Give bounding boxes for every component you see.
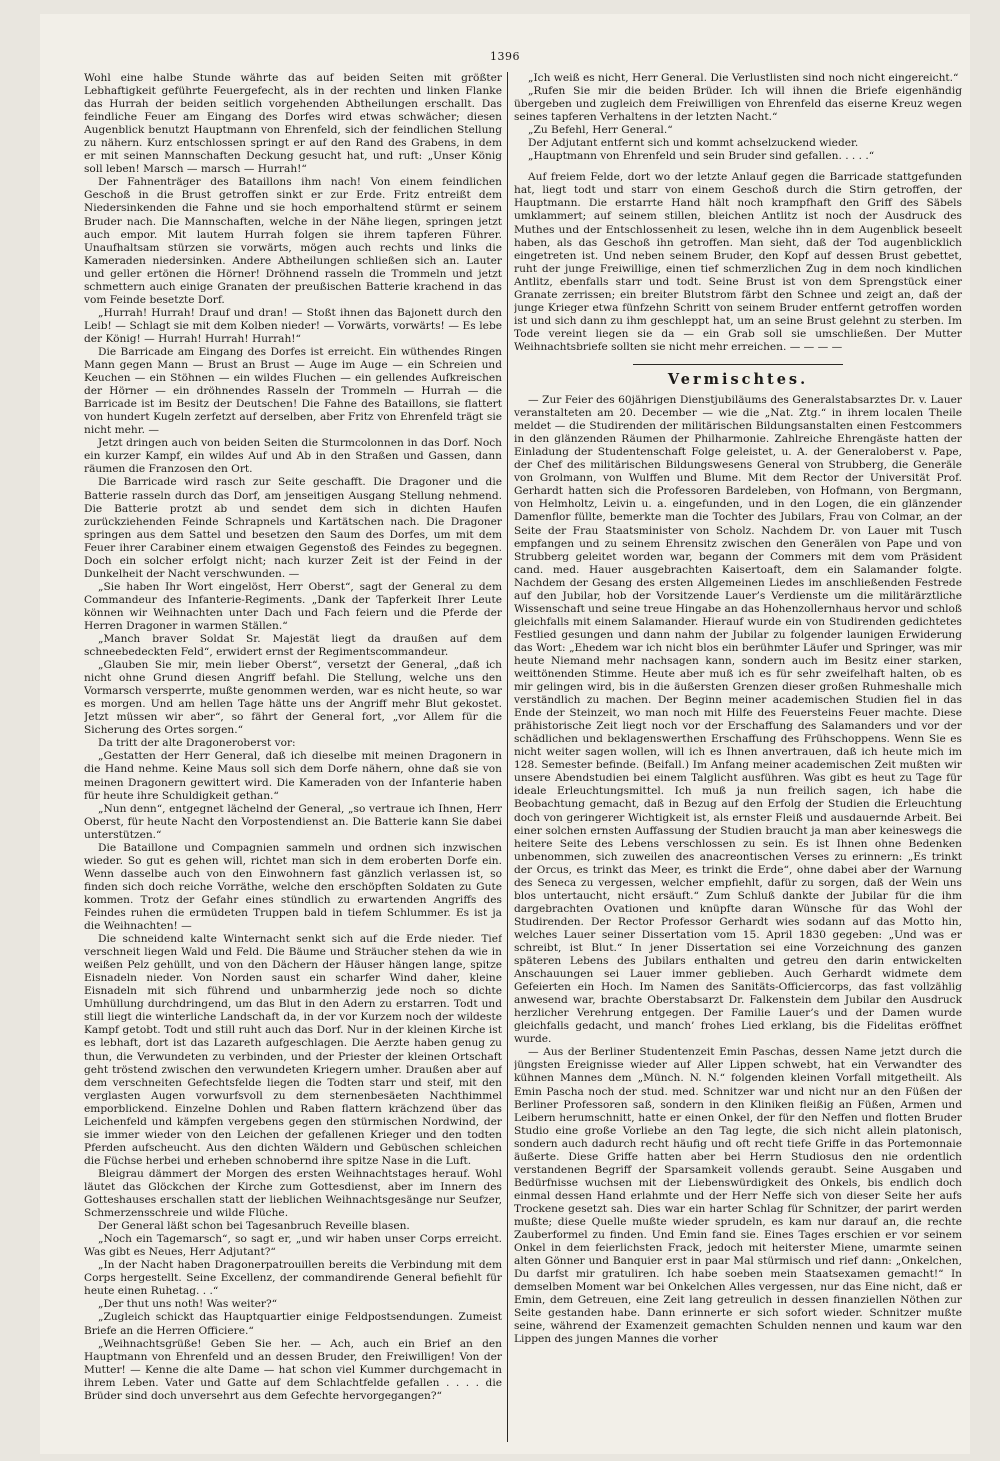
paragraph: „Hauptmann von Ehrenfeld und sein Bruder sind gefallen. . . . .“ [528,150,875,163]
section-rule [633,364,843,365]
paragraph: „Gestatten der Herr General, daß ich dieselbe mit meinen Dragonern in die Hand nehme. Keine Maus soll sich dem Dorfe nähern, ohne daß sie von meinen Dragonern gewittert wird. Die Kameraden von der Infanterie haben für heute ihre Schuldigkeit gethan.“ [84,750,502,802]
paragraph: „Nun denn“, entgegnet lächelnd der General, „so vertraue ich Ihnen, Herr Oberst, für heute Nacht den Vorpostendienst an. Die Batterie kann Sie dabei unterstützen.“ [84,802,502,841]
paragraph: „Zugleich schickt das Hauptquartier einige Feldpostsendungen. Zumeist Briefe an die Herren Officiere.“ [84,1311,502,1337]
paragraph: Die Barricade am Eingang des Dorfes ist erreicht. Ein wüthendes Ringen Mann gegen Mann — Brust an Brust — Auge im Auge — ein Schreien und Keuchen — ein Stöhnen — ein wildes Fluchen — ein gellendes Aufkreischen der Hörner — ein dröhnendes Rasseln der Trommeln — Hurrah — die Barricade ist im Besitz der Deutschen! Die Fahne des Bataillons, sie flattert von hundert Kugeln zerfetzt auf derselben, aber Fritz von Ehrenfeld trägt sie nicht mehr. — [84,345,502,437]
paragraph: „Der thut uns noth! Was weiter?“ [98,1298,278,1311]
paragraph: „Zu Befehl, Herr General.“ [528,124,673,137]
paragraph: „Sie haben Ihr Wort eingelöst, Herr Oberst“, sagt der General zu dem Commandeur des Infanterie-Regiments. „Dank der Tapferkeit Ihrer Leute können wir Weihnachten unter Dach und Fach feiern und die Pferde der Herren Dragoner in warmen Ställen.“ [84,580,502,632]
right-column [514,72,962,1442]
paragraph: Die Bataillone und Compagnien sammeln und ordnen sich inzwischen wieder. So gut es gehen will, richtet man sich in dem eroberten Dorfe ein. Wenn dasselbe auch von den Einwohnern fast gänzlich verlassen ist, so finden sich doch reiche Vorräthe, welche den erschöpften Soldaten zu Gute kommen. Trotz der Gefahr eines stündlich zu erwartenden Angriffs des Feindes ruhen die ermüdeten Truppen bald in tiefem Schlummer. Es ist ja die Weihnachten! — [84,841,502,933]
paragraph: Jetzt dringen auch von beiden Seiten die Sturmcolonnen in das Dorf. Noch ein kurzer Kampf, ein wildes Auf und Ab in den Straßen und Gassen, dann räumen die Franzosen den Ort. [84,437,502,476]
paragraph: Auf freiem Felde, dort wo der letzte Anlauf gegen die Barricade stattgefunden hat, liegt todt und starr von einem Geschoß durch die Stirn getroffen, der Hauptmann. Die erstarrte Hand hält noch krampfhaft den Griff des Säbels umklammert; auf seinem stillen, bleichen Antlitz ist noch der Ausdruck des Muthes und der Entschlossenheit zu lesen, welche ihn in dem Augenblick beseelt haben, als das Geschoß ihn getroffen. Man sieht, daß der Tod augenblicklich eingetreten ist. Und neben seinem Bruder, den Kopf auf dessen Brust gebettet, ruht der junge Freiwillige, einen tief schmerzlichen Zug in dem noch kindlichen Antlitz, ebenfalls starr und todt. Seine Brust ist von dem Sprengstück einer Granate zerrissen; ein breiter Blutstrom färbt den Schnee und zeigt an, daß der junge Krieger etwa fünfzehn Schritt von seinem Bruder entfernt getroffen worden ist und sich dann zu ihm geschleppt hat, um an seine Brust gelehnt zu sterben. Im Tode vereint liegen sie da — ein Grab soll sie umschließen. Der Mutter Weihnachtsbriefe sollten sie nicht mehr erreichen. — — — — [514,171,962,353]
paragraph: „Noch ein Tagemarsch“, so sagt er, „und wir haben unser Corps erreicht. Was gibt es Neues, Herr Adjutant?“ [84,1233,502,1259]
paragraph: „Glauben Sie mir, mein lieber Oberst“, versetzt der General, „daß ich nicht ohne Grund diesen Angriff befahl. Die Stellung, welche uns den Vormarsch versperrte, mußte genommen werden, war es nicht heute, so war es morgen. Und am hellen Tage hätte uns der Angriff mehr Blut gekostet. Jetzt müssen wir aber“, so fährt der General fort, „vor Allem für die Sicherung des Ortes sorgen.“ [84,659,502,737]
news-item: — Zur Feier des 60jährigen Dienstjubiläums des Generalstabsarztes Dr. v. Lauer veranstalteten am 20. December — wie die „Nat. Ztg.“ in ihrem localen Theile meldet — die Studirenden der militärischen Bildungsanstalten einen Festcommers in den glänzenden Räumen der Philharmonie. Zahlreiche Ehrengäste hatten der Einladung der Studentenschaft Folge geleistet, u. A. der Generaloberst v. Pape, der Chef des militärischen Bildungswesens General von Strubberg, die Generäle von Grolmann, von Wulffen und Blume. Mit dem Rector der Universität Prof. Gerhardt hatten sich die Professoren Bardeleben, von Hofmann, von Bergmann, von Helmholtz, Leivin u. a. eingefunden, und in den Logen, die ein glänzender Damenflor füllte, bemerkte man die Tochter des Jubilars, Frau von Colmar, an der Seite der Frau Staatsminister von Scholz. Nachdem Dr. von Lauer mit Tusch empfangen und zu seinem Ehrensitz zwischen den Generälen von Pape und von Strubberg geleitet worden war, begann der Commers mit dem vom Präsident cand. med. Hauer ausgebrachten Kaisertoaft, dem ein Salamander folgte. Nachdem der Gesang des ersten Allgemeinen Liedes im anschließenden Festrede auf den Jubilar, hob der Vorsitzende Lauer’s Verdienste um die militärärztliche Wissenschaft und seine treue Hingabe an das Hohenzollernhaus hervor und schloß gleichfalls mit einem Salamander. Hierauf wurde ein von Studirenden gedichtetes Festlied gesungen und dann nahm der Jubilar zu folgender launigen Erwiderung das Wort: „Ehedem war ich nicht blos ein berühmter Läufer und Springer, was mir heute Niemand mehr nachsagen kann, sondern auch im Besitz einer starken, weittönenden Stimme. Heute aber muß ich es für sehr zweifelhaft halten, ob es mir gelingen wird, bis in die äußersten Grenzen dieser großen Ruhmeshalle mich verständlich zu machen. Der Beginn meiner academischen Studien fiel in das Ende der Steinzeit, wo man noch mit Hilfe des Feuersteins Feuer machte. Diese prähistorische Zeit liegt noch vor der Erschaffung des Salamanders und vor der schädlichen und beklagenswerthen Erschaffung des Frühschoppens. Wenn Sie es nicht weiter sagen wollen, will ich es Ihnen anvertrauen, daß ich heute mich im 128. Semester befinde. (Beifall.) Im Anfang meiner academischen Zeit mußten wir unsere Abendstudien bei einem Talglicht ausführen. Was gibt es heut zu Tage für ideale Erleuchtungsmittel. Ich muß ja nun freilich sagen, ich habe die Beobachtung gemacht, daß in Bezug auf den Erfolg der Studien die Erleuchtung doch von geringerer Wichtigkeit ist, als ernster Fleiß und ausdauernde Arbeit. Bei einer solchen ernsten Auffassung der Studien braucht ja man aber keineswegs die heitere Seite des Lebens verschlossen zu sein. Es ist Ihnen ohne Bedenken unbenommen, sich zuweilen des anacreontischen Verses zu erinnern: „Es trinkt der Orcus, es trinkt das Meer, es trinkt die Erde“, ohne dabei aber der Warnung des Seneca zu vergessen, welcher empfiehlt, dafür zu sorgen, daß der Wein uns blos untertaucht, nicht ersäuft.“ Zum Schluß dankte der Jubilar für die ihm dargebrachten Ovationen und knüpfte daran Wünsche für das Wohl der Studirenden. Der Rector Professor Gerhardt wies sodann auf das Motto hin, welches Lauer seiner Dissertation vom 15. April 1830 gegeben: „Und was er schreibt, ist Blut.“ In jener Dissertation sei eine Vorzeichnung des ganzen späteren Lebens des Jubilars enthalten und getreu den darin entwickelten Anschauungen sei Lauer immer geblieben. Auch Gerhardt widmete dem Gefeierten ein Hoch. Im Namen des Sanitäts-Officiercorps, das fast vollzählig anwesend war, brachte Oberstabsarzt Dr. Falkenstein dem Jubilar den Ausdruck herzlicher Verehrung entgegen. Der Familie Lauer’s und der Damen wurde gleichfalls gedacht, und manch’ frohes Lied erklang, bis die Fidelitas eröffnet wurde. [514,394,962,1046]
column-divider [507,72,508,1442]
paragraph: „Hurrah! Hurrah! Drauf und dran! — Stoßt ihnen das Bajonett durch den Leib! — Schlagt sie mit dem Kolben nieder! — Vorwärts, vorwärts! — Es lebe der König! — Hurrah! Hurrah! Hurrah!“ [84,306,502,345]
page-number: 1396 [490,50,520,63]
paragraph: Wohl eine halbe Stunde währte das auf beiden Seiten mit größter Lebhaftigkeit geführte Feuergefecht, als in der rechten und linken Flanke das Hurrah der beiden seitlich vorgehenden Abtheilungen erschallt. Das feindliche Feuer am Eingang des Dorfes wird etwas schwächer; diesen Augenblick benutzt Hauptmann von Ehrenfeld, sich der feindlichen Stellung zu nähern. Kurz entschlossen springt er auf den Rand des Grabens, in dem er mit seinen Mannschaften Deckung gesucht hat, und ruft: „Unser König soll leben! Marsch — marsch — Hurrah!“ [84,72,502,176]
paragraph: „Manch braver Soldat Sr. Majestät liegt da draußen auf dem schneebedeckten Feld“, erwidert ernst der Regimentscommandeur. [84,633,502,659]
paragraph: Die schneidend kalte Winternacht senkt sich auf die Erde nieder. Tief verschneit liegen Wald und Feld. Die Bäume und Sträucher stehen da wie in weißen Pelz gehüllt, und von den Dächern der Häuser hängen lange, spitze Eisnadeln nieder. Von Norden saust ein scharfer Wind daher, kleine Eisnadeln mit sich führend und unbarmherzig jede noch so dichte Umhüllung durchdringend, um das Blut in den Adern zu erstarren. Todt und still liegt die winterliche Landschaft da, in der vor Kurzem noch der wildeste Kampf getobt. Todt und still ruht auch das Dorf. Nur in der kleinen Kirche ist es lebhaft, dort ist das Lazareth aufgeschlagen. Die Aerzte haben genug zu thun, die Verwundeten zu verbinden, und der Priester der kleinen Ortschaft geht tröstend zwischen den verwundeten Kriegern umher. Draußen aber auf dem verschneiten Gefechtsfelde liegen die Todten starr und steif, mit den verglasten Augen vorwurfsvoll zu dem sternenbesäeten Nachthimmel emporblickend. Einzelne Dohlen und Raben flattern krächzend über das Leichenfeld und kämpfen vergebens gegen den stürmischen Nordwind, der sie immer wieder von den Leichen der gefallenen Krieger und den todten Pferden aufscheucht. Aus den dichten Wäldern und Gebüschen schleichen die Füchse herbei und erheben schnobernd ihre spitze Nase in die Luft. [84,933,502,1167]
newspaper-page [40,14,970,1454]
paragraph: Der Adjutant entfernt sich und kommt achselzuckend wieder. [528,137,859,150]
left-column [84,72,502,1442]
paragraph: „Rufen Sie mir die beiden Brüder. Ich will ihnen die Briefe eigenhändig übergeben und zugleich dem Freiwilligen von Ehrenfeld das eiserne Kreuz wegen seines tapferen Verhaltens in der letzten Nacht.“ [514,85,962,124]
spacer [514,163,962,171]
paragraph: „Weihnachtsgrüße! Geben Sie her. — Ach, auch ein Brief an den Hauptmann von Ehrenfeld und an dessen Bruder, den Freiwilligen! Von der Mutter! — Kenne die alte Dame — hat schon viel Kummer durchgemacht in ihrem Leben. Vater und Gatte auf dem Schlachtfelde gefallen . . . . die Brüder sind doch unversehrt aus dem Gefechte hervorgegangen?“ [84,1337,502,1402]
paragraph: Der General läßt schon bei Tagesanbruch Reveille blasen. [98,1220,410,1233]
paragraph: Bleigrau dämmert der Morgen des ersten Weihnachtstages herauf. Wohl läutet das Glöckchen der Kirche zum Gottesdienst, aber im Innern des Gotteshauses erschallen statt der lieblichen Weihnachtsgesänge nur Seufzer, Schmerzensschreie und wilde Flüche. [84,1167,502,1220]
paragraph: „In der Nacht haben Dragonerpatrouillen bereits die Verbindung mit dem Corps hergestellt. Seine Excellenz, der commandirende General befiehlt für heute einen Ruhetag. . .“ [84,1259,502,1298]
section-title: Vermischtes. [667,370,809,388]
paragraph: „Ich weiß es nicht, Herr General. Die Verlustlisten sind noch nicht eingereicht.“ [528,72,959,84]
paragraph: Die Barricade wird rasch zur Seite geschafft. Die Dragoner und die Batterie rasseln durch das Dorf, am jenseitigen Ausgang Stellung nehmend. Die Batterie protzt ab und sendet dem sich in dichten Haufen zurückziehenden Feinde Schrapnels und Kartätschen nach. Die Dragoner springen aus dem Sattel und besetzen den Saum des Dorfes, um mit dem Feuer ihrer Carabiner einem etwaigen Gegenstoß des Feindes zu begegnen. Doch ein solcher erfolgt nicht; nach kurzer Zeit ist der Feind in der Dunkelheit der Nacht verschwunden. — [84,476,502,580]
paragraph: Da tritt der alte Dragoneroberst vor: [98,737,296,750]
news-item: — Aus der Berliner Studentenzeit Emin Paschas, dessen Name jetzt durch die jüngsten Ereignisse wieder auf Aller Lippen schwebt, hat ein Verwandter des kühnen Mannes dem „Münch. N. N.“ folgenden kleinen Vorfall mitgetheilt. Als Emin Pascha noch der stud. med. Schnitzer war und nicht nur an den Füßen der Berliner Professoren saß, sondern in den Kliniken fleißig an Füßen, Armen und Leibern herumschnitt, hatte er einen Onkel, der für den Neffen und flotten Bruder Studio eine große Vorliebe an den Tag legte, die sich nicht allein platonisch, sondern auch dadurch recht häufig und oft recht tiefe Griffe in das Portemonnaie äußerte. Diese Griffe hatten aber bei Herrn Studiosus den nie ordentlich verstandenen Begriff der Sparsamkeit vollends geraubt. Seine Ausgaben und Bedürfnisse wuchsen mit der Liebenswürdigkeit des Onkels, bis endlich doch einmal dessen Hand erlahmte und der Herr Neffe sich von dieser Seite her aufs Trockene gesetzt sah. Dies war ein harter Schlag für Schnitzer, der parirt werden mußte; diese Quelle mußte wieder sprudeln, es kam nur darauf an, die rechte Zauberformel zu finden. Und Emin fand sie. Eines Tages erschien er vor seinem Onkel in dem feierlichsten Frack, jedoch mit heiterster Miene, umarmte seinen alten Gönner und Banquier erst in paar Mal stürmisch und rief dann: „Onkelchen, Du darfst mir gratuliren. Ich habe soeben mein Staatsexamen gemacht!“ In demselben Moment war bei Onkelchen Alles vergessen, nur das Eine nicht, daß er Emin, dem Getreuen, eine Zeit lang getreulich in dessen finanziellen Nöthen zur Seite gestanden habe. Dann erinnerte er sich sofort wieder. Schnitzer mußte seine, während der Examenzeit gemachten Schulden nennen und kaum war den Lippen des jungen Mannes die vorher [514,1046,962,1346]
paragraph: Der Fahnenträger des Bataillons ihm nach! Von einem feindlichen Geschoß in die Brust getroffen sinkt er zur Erde. Fritz entreißt dem Niedersinkenden die Fahne und sie hoch emporhaltend stürmt er seinem Bruder nach. Die Mannschaften, welche in der Nähe liegen, springen jetzt auch empor. Mit lautem Hurrah folgen sie ihrem tapferen Führer. Unaufhaltsam stürzen sie vorwärts, mögen auch rechts und links die Kameraden niedersinken. Andere Abtheilungen schließen sich an. Lauter und geller ertönen die Hörner! Dröhnend rasseln die Trommeln und jetzt schmettern auch einige Granaten der preußischen Batterie krachend in das vom Feinde besetzte Dorf. [84,176,502,306]
